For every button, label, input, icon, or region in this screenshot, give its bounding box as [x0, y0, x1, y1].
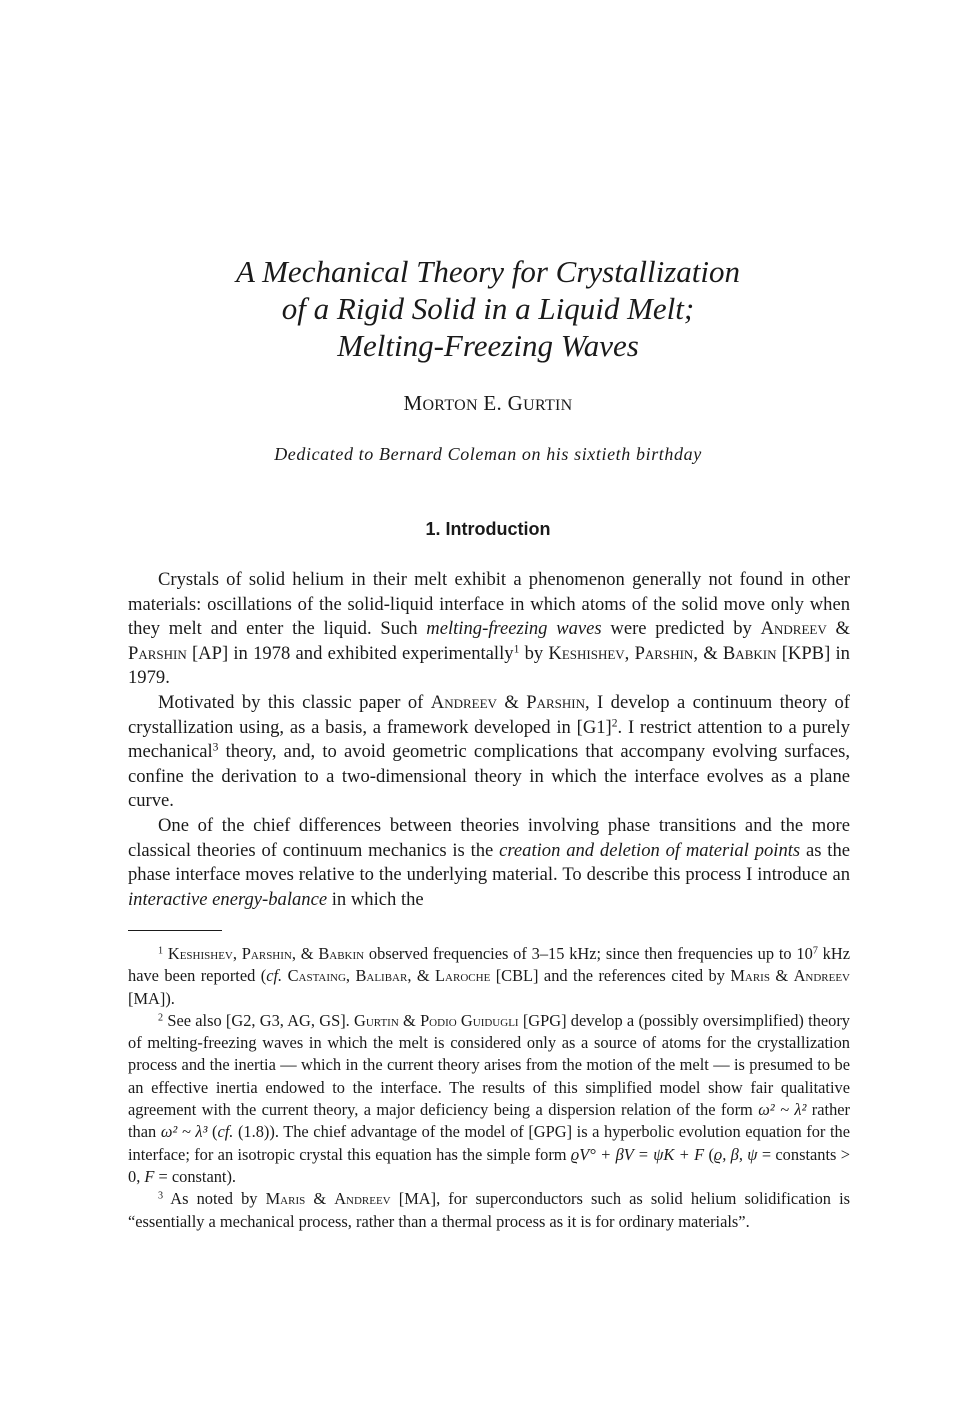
dedication: Dedicated to Bernard Coleman on his sixtieth birthday: [274, 444, 702, 464]
footnote-ref-2: 2: [611, 717, 618, 730]
section-heading: 1. Introduction: [425, 519, 551, 539]
author-name: MORTON E. GURTIN: [403, 391, 573, 415]
title-line-3: Melting-Freezing Waves: [337, 328, 639, 363]
footnote-2: $^2$ See also [G2, G3, AG, GS]. Gurtin & Podio Guidugli [GPG] develop a (possibly oversimplified) theory of melting-freezing waves in which the melt is considered only as a source of atoms for the crystallization process and the inertia — which in the current theory arises from the motion of the melt — is presumed to be an effective inertia endowed to the interface. The results of this simplified model show fair qualitative agreement with the current theory, a major deficiency being a dispersion relation of the form ω² ~ λ² rather than ω² ~ λ³ (cf. (1.8)). The chief advantage of the model of [GPG] is a hyperbolic evolution equation for the interface; for an isotropic crystal this equation has the simple form ϱV° + βV = ψK + F (ϱ, β, ψ = constants > 0, F = constant).: [128, 1010, 851, 1186]
title-line-1: A Mechanical Theory for Crystallization: [235, 254, 740, 289]
footnote-ref-3: 3: [212, 741, 219, 754]
footnote-3: $^3$ As noted by Maris & Andreev [MA], for superconductors such as solid helium solidification is “essentially a mechanical process, rather than a thermal process as it is for ordinary materials”.: [128, 1189, 850, 1231]
footnote-divider: [128, 930, 222, 931]
footnote-ref-1: 1: [513, 643, 520, 656]
footnotes: [128, 943, 850, 1233]
paragraph-3: One of the chief differences between theories involving phase transitions and the more classical theories of continuum mechanics is the creation and deletion of material points as the phase interface moves relative to the underlying material. To describe this process I introduce an interactive energy-balance in which the: [128, 814, 850, 910]
paragraph-2: Motivated by this classic paper of Andreev & Parshin, I develop a continuum theory of crystallization using, as a basis, a framework developed in $[G1]^2$. I restrict attention to a purely mechanical$^3$ theory, and, to avoid geometric complications that accompany evolving surfaces, confine the derivation to a two-dimensional theory in which the interface evolves as a plane curve.: [128, 691, 850, 812]
paper-title: [0, 253, 976, 364]
paragraph-1: Crystals of solid helium in their melt exhibit a phenomenon generally not found in other materials: oscillations of the solid-liquid interface in which atoms of the solid move only when they melt and enter the liquid. Such melting-freezing waves were predicted by Andreev & Parshin [AP] in 1978 and exhibited experimentally$^1$ by Keshishev, Parshin, & Babkin [KPB] in 1979.: [128, 569, 850, 689]
title-line-2: of a Rigid Solid in a Liquid Melt;: [281, 291, 695, 326]
footnote-1: $^1$ Keshishev, Parshin, & Babkin observed frequencies of 3–15 kHz; since then frequencies up to $10^7$ kHz have been reported (cf. Castaing, Balibar, & Laroche [CBL] and the references cited by Maris & Andreev [MA]).: [128, 944, 851, 1008]
body-text: [128, 568, 850, 912]
